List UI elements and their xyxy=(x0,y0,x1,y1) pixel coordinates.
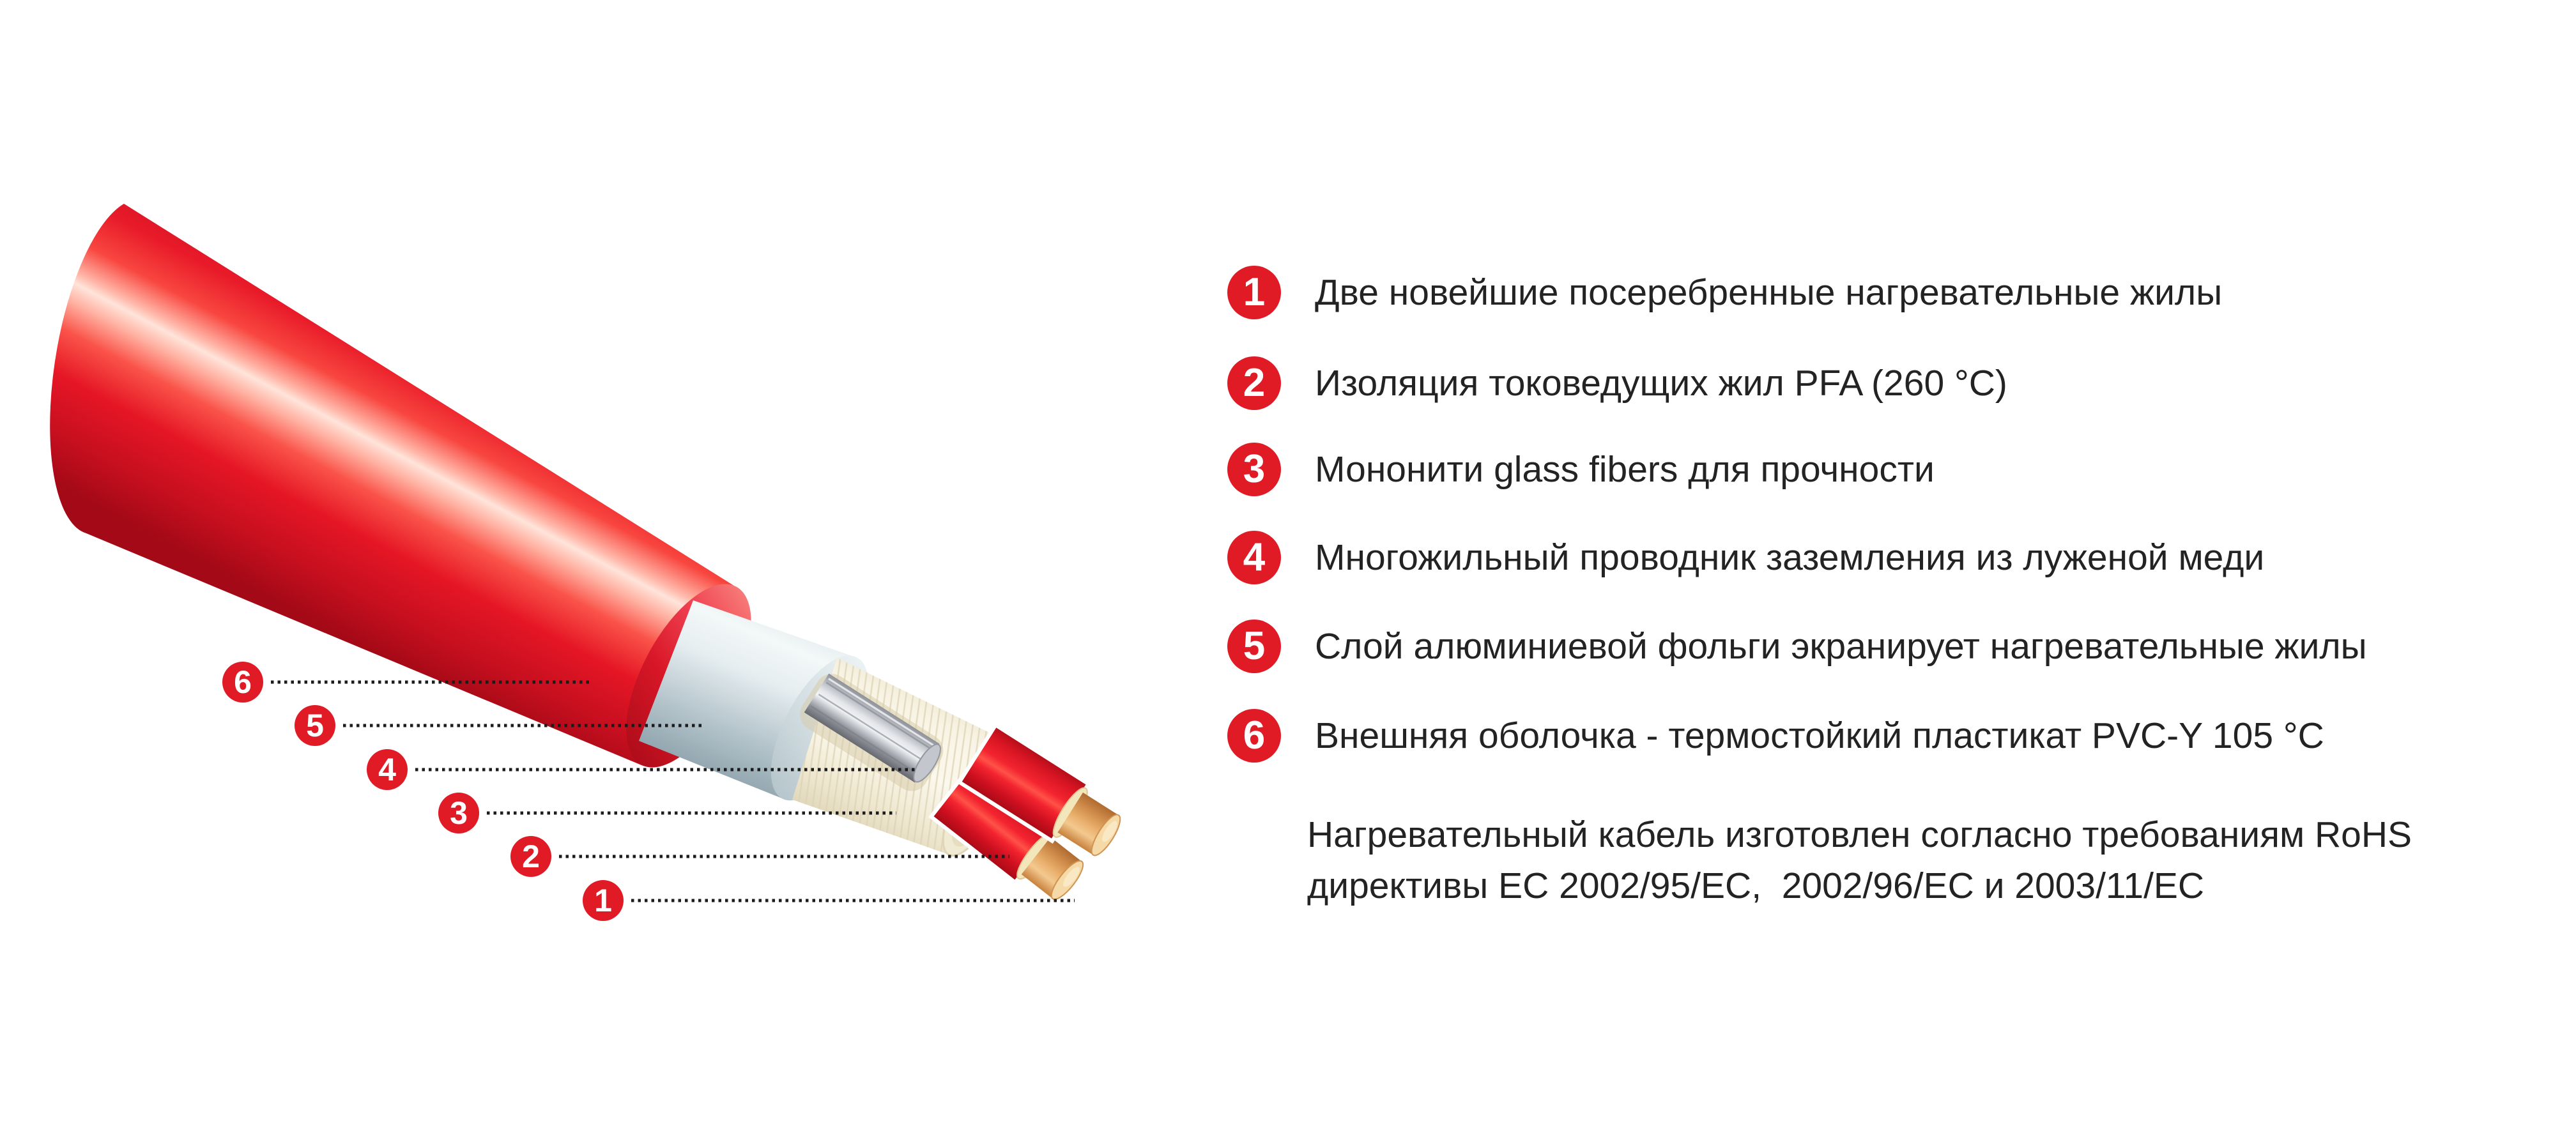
callout-number: 3 xyxy=(450,795,468,831)
legend-number: 1 xyxy=(1243,270,1266,314)
legend-number: 2 xyxy=(1243,361,1266,405)
legend-badge-1 xyxy=(1227,266,1281,319)
callout-badge-2 xyxy=(510,836,551,877)
callout-number: 6 xyxy=(234,664,252,700)
legend-number: 4 xyxy=(1243,535,1266,579)
callout-badge-1 xyxy=(583,880,624,921)
legend-text-4: Многожильный проводник заземления из луженой меди xyxy=(1315,537,2265,578)
callout-number: 5 xyxy=(306,708,324,743)
callout-badge-6 xyxy=(222,662,263,703)
callout-badge-4 xyxy=(367,749,408,790)
callout-number: 4 xyxy=(378,752,396,787)
legend-badge-5 xyxy=(1227,620,1281,673)
legend-text-5: Слой алюминиевой фольги экранирует нагревательные жилы xyxy=(1315,626,2367,667)
legend-text-1: Две новейшие посеребренные нагревательные жилы xyxy=(1315,272,2223,313)
callout-number: 2 xyxy=(522,839,540,874)
callout-number: 1 xyxy=(594,883,612,918)
legend-text-3: Мононити glass fibers для прочности xyxy=(1315,449,1935,490)
callout-badge-5 xyxy=(295,705,335,746)
legend-badge-2 xyxy=(1227,356,1281,410)
callout-badge-3 xyxy=(438,793,479,833)
rohs-note-line-2: директивы ЕС 2002/95/EC, 2002/96/EC и 2003/11/EC xyxy=(1307,865,2205,906)
legend-number: 6 xyxy=(1243,713,1266,757)
legend-text-2: Изоляция токоведущих жил PFA (260 °C) xyxy=(1315,363,2007,404)
legend-text-6: Внешняя оболочка - термостойкий пластикат PVC-Y 105 °C xyxy=(1315,715,2324,756)
legend-number: 3 xyxy=(1243,447,1266,491)
legend-badge-4 xyxy=(1227,531,1281,584)
legend-badge-6 xyxy=(1227,709,1281,763)
rohs-note-line-1: Нагревательный кабель изготовлен согласно требованиям RoHS xyxy=(1307,814,2412,855)
legend-badge-3 xyxy=(1227,443,1281,496)
legend-number: 5 xyxy=(1243,624,1266,668)
